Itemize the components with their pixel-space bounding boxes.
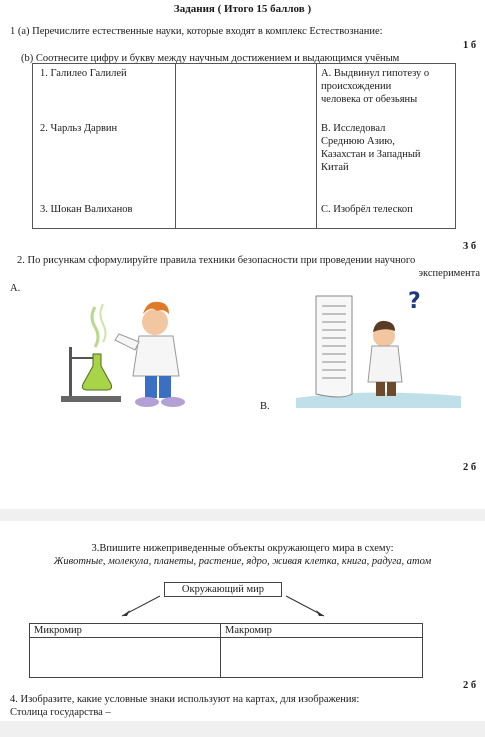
svg-text:?: ? bbox=[408, 289, 421, 314]
schema-col-micro: Микромир bbox=[34, 625, 82, 636]
table-right-cell-1: А. Выдвинул гипотезу о происхождении человека от обезьяны bbox=[321, 68, 430, 105]
page-separator bbox=[0, 509, 485, 521]
table-right-cell-3: С. Изобрёл телескоп bbox=[321, 204, 413, 215]
q2-points: 3 б bbox=[463, 241, 477, 252]
q1-points: 1 б bbox=[463, 40, 477, 51]
q4-line2: Столица государства – bbox=[10, 707, 111, 718]
q2-text-line1: 2. По рисункам сформулируйте правила техники безопасности при проведении научного bbox=[17, 255, 416, 266]
schema-table bbox=[29, 623, 423, 678]
student-rules-illustration bbox=[286, 288, 466, 410]
q2-points-after: 2 б bbox=[463, 462, 477, 473]
q3-points: 2 б bbox=[463, 680, 477, 691]
q4-line1: 4. Изобразите, какие условные знаки используют на картах, для изображения: bbox=[10, 694, 360, 705]
table-right-cell-2: В. Исследовал Среднюю Азию, Казахстан и Западный Китай bbox=[321, 123, 421, 173]
label-b: В. bbox=[260, 401, 270, 412]
q3-items: Животные, молекула, планеты, растение, ядро, живая клетка, книга, радуга, атом bbox=[53, 556, 432, 567]
table-left-cell-2: 2. Чарльз Дарвин bbox=[40, 123, 118, 134]
page-title: Задания ( Итого 15 баллов ) bbox=[173, 3, 312, 15]
table-left-cell-3: 3. Шокан Валиханов bbox=[40, 204, 133, 215]
page-bottom-band bbox=[0, 721, 485, 737]
q1b-text: (b) Соотнесите цифру и букву между научным достижением и выдающимся учёным bbox=[21, 53, 400, 64]
matching-table bbox=[32, 63, 456, 229]
q3-title: 3.Впишите нижеприведенные объекты окружающего мира в схему: bbox=[91, 543, 394, 554]
schema-root-box: Окружающий мир bbox=[164, 582, 282, 597]
table-left-cell-1: 1. Галилео Галилей bbox=[40, 68, 127, 79]
scientist-lab-illustration bbox=[55, 292, 245, 414]
q2-text-line2: эксперимента bbox=[418, 268, 480, 279]
q1a-text: 1 (а) Перечислите естественные науки, которые входят в комплекс Естествознание: bbox=[10, 26, 383, 37]
label-a: А. bbox=[10, 283, 21, 294]
schema-col-macro: Макромир bbox=[225, 625, 272, 636]
